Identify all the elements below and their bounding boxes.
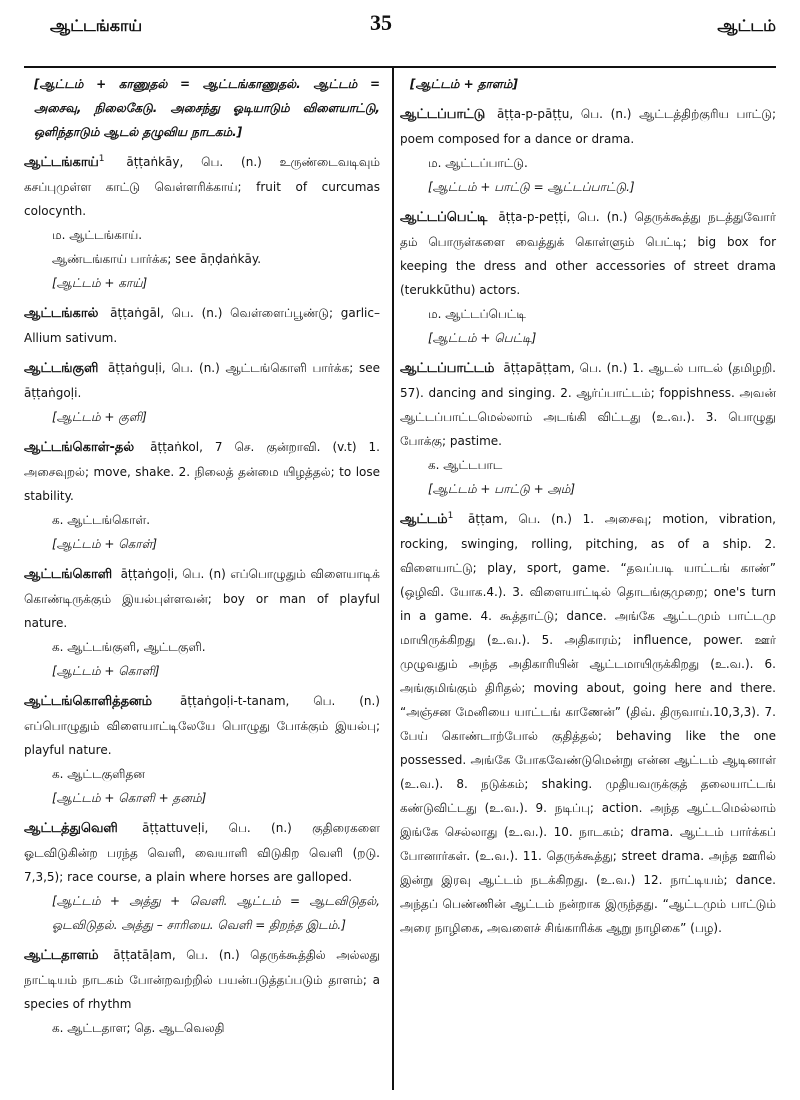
cognates: ம. ஆட்டப்பாட்டு. [428, 156, 528, 170]
definition: பெ. (n.) வெள்ளைப்பூண்டு; garlic–Allium sativum. [24, 306, 380, 345]
etymology: [ஆட்டம் + கொளி + தனம்] [52, 791, 207, 805]
etymology: [ஆட்டம் + கொளி] [52, 664, 160, 678]
headword: ஆட்டப்பெட்டி [400, 210, 488, 225]
headword: ஆட்டப்பாட்டு [400, 107, 486, 122]
definition: பெ. (n.) குதிரைகளை ஓடவிடுகின்ற பரந்த வெளி, வையாளி விடுகிற வெளி (றடு. 7,3,5); race course, a plain where horses are galloped. [24, 821, 380, 884]
running-head-left: ஆட்டங்காய் [50, 16, 143, 35]
cognates: க. ஆட்டங்குளி, ஆட்டகுளி. [52, 640, 206, 654]
cognates: க. ஆட்டங்கொள். [52, 513, 151, 527]
headword: ஆட்டங்கொளித்தனம் [24, 694, 153, 709]
transliteration: āṭṭaṅgāl, [110, 306, 165, 320]
transliteration: āṭṭam, [468, 512, 508, 526]
dictionary-entry [24, 435, 380, 556]
dictionary-entry [24, 301, 380, 350]
etymology: [ஆட்டம் + கொள்] [52, 537, 158, 551]
definition: பெ. (n) எப்பொழுதும் விளையாடிக் கொண்டிருக்கும் இயல்புள்ளவன்; boy or man of playful nature. [24, 567, 380, 630]
homonym-number: 1 [447, 511, 454, 521]
dictionary-entry [24, 816, 380, 937]
dictionary-entry [24, 356, 380, 429]
dictionary-entry [24, 689, 380, 810]
cognates: க. ஆட்டகுளிதன [52, 767, 145, 781]
headword: ஆட்டம் [400, 512, 448, 527]
transliteration: āṭṭaṅgoḷi-t-tanam, [180, 694, 290, 708]
transliteration: āṭṭa-p-pāṭṭu, [496, 107, 574, 121]
dictionary-entry [400, 507, 776, 940]
transliteration: āṭṭaṅgoḷi, [120, 567, 178, 581]
cognates: க. ஆட்டதாள; தெ. ஆடவெலதி [52, 1021, 225, 1035]
headword: ஆட்டப்பாட்டம் [400, 361, 495, 376]
cognates: க. ஆட்டபாட [428, 458, 503, 472]
column-divider [392, 68, 394, 1090]
definition: பெ. (n.) 1. அசைவு; motion, vibration, rocking, swinging, rolling, pitching, as of a ship. 2. விளையாட்டு; play, sport, game. “தவப்படி யாட்டங் காண்” (ஒழிவி. யோக.4.). 3. விளையாட்டில் தொடங்குமுறை; one's turn in a game. 4. கூத்தாட்டு; dance. அங்கே ஆட்டமும் பாட்டமு மாயிருக்கிறது (உ.வ.). 5. அதிகாரம்; influence, power. ஊர் முழுவதும் அந்த அதிகாரியின் ஆட்டமாயிருக்கிறது (உ.வ.). 6. அங்குமிங்கும் திரிதல்; moving about, going here and there. “அஞ்சன மேனியை யாட்டங் காணேன்” (திவ். திருவாய்.10,3,3). 7. பேய் கொண்டாற்போல் குதித்தல்; behaving like the one possessed. அங்கே போகவேண்டுமென்று என்ன ஆட்டம் ஆடினாள் (உ.வ.). 8. நடுக்கம்; shaking. முதியவருக்குத் தலையாட்டங் கண்டுவிட்டது (உ.வ.). 9. நடிப்பு; action. அந்த ஆட்டமெல்லாம் இங்கே செல்லாது (உ.வ.). 10. நாடகம்; drama. ஆட்டம் பார்க்கப் போனார்கள். (உ.வ.). 11. தெருக்கூத்து; street drama. அந்த ஊரில் இன்று இரவு ஆட்டம் நடக்கிறது. (உ.வ.) 12. நாட்டியம்; dance. அந்தப் பெண்ணின் ஆட்டம் நன்றாக இருந்தது. “ஆட்டமும் பாட்டும் அரை நாழிகை, அவளைச் சிங்காரிக்க ஆறு நாழிகை” (பழ). [400, 512, 776, 935]
headword: ஆட்டதாளம் [24, 948, 99, 963]
definition: பெ. (n.) தெருக்கூத்தில் அல்லது நாட்டியம் நாடகம் போன்றவற்றில் பயன்படுத்தப்படும் தாளம்; a species of rhythm [24, 948, 380, 1011]
cognates: ம. ஆட்டங்காய். [52, 228, 143, 242]
transliteration: āṭṭaṅguḷi, [108, 361, 166, 375]
page-header [50, 8, 776, 48]
definition: 7 செ. குன்றாவி. (v.t) 1. அசைவுறல்; move, shake. 2. நிலைத் தன்மை யிழத்தல்; to lose stability. [24, 440, 380, 503]
running-head-right: ஆட்டம் [717, 16, 776, 35]
headword: ஆட்டத்துவெளி [24, 821, 118, 836]
transliteration: āṭṭaṅkāy, [126, 155, 184, 169]
cognates: ம. ஆட்டப்பெட்டி [428, 307, 526, 321]
transliteration: āṭṭa-p-peṭṭi, [498, 210, 571, 224]
transliteration: āṭṭaṅkol, [150, 440, 203, 454]
page-number: 35 [370, 10, 392, 35]
definition: பெ. (n.) எப்பொழுதும் விளையாட்டிலேயே பொழுது போக்கும் இயல்பு; playful nature. [24, 694, 380, 757]
continuation-note: [ஆட்டம் + காணுதல் = ஆட்டங்காணுதல். ஆட்டம் = அசைவு, நிலைகேடு. அசைந்து ஓடியாடும் விளையாட்டு, ஒளிந்தாடும் ஆடல் தழுவிய நாடகம்.] [34, 77, 380, 139]
headword: ஆட்டங்கால் [24, 306, 99, 321]
transliteration: āṭṭattuveḷi, [142, 821, 209, 835]
right-column [400, 72, 776, 940]
definition: பெ. (n.) ஆட்டத்திற்குரிய பாட்டு; poem composed for a dance or drama. [400, 107, 776, 146]
left-column [24, 72, 380, 1040]
dictionary-entry [400, 356, 776, 501]
headword: ஆட்டங்குளி [24, 361, 99, 376]
headword: ஆட்டங்காய் [24, 155, 99, 170]
homonym-number: 1 [98, 154, 105, 164]
etymology: [ஆட்டம் + காய்] [52, 276, 148, 290]
etymology: [ஆட்டம் + பெட்டி] [428, 331, 537, 345]
header-rule [24, 66, 776, 68]
definition: பெ. (n.) உருண்டைவடிவும் கசப்புமுள்ள காட்டு வெள்ளரிக்காய்; fruit of curcumas colocynth. [24, 155, 380, 218]
dictionary-entry [24, 943, 380, 1040]
etymology: [ஆட்டம் + பாட்டு + அம்] [428, 482, 576, 496]
dictionary-entry [24, 150, 380, 295]
see-also: ஆண்டங்காய் பார்க்க; see āṇḍaṅkāy. [52, 252, 262, 266]
continuation-note: [ஆட்டம் + தாளம்] [410, 77, 518, 91]
headword: ஆட்டங்கொள்-தல் [24, 440, 135, 455]
etymology: [ஆட்டம் + பாட்டு = ஆட்டப்பாட்டு.] [428, 180, 635, 194]
definition: பெ. (n.) ஆட்டங்கொளி பார்க்க; see āṭṭaṅgoḷi. [24, 361, 380, 400]
transliteration: āṭṭatāḷam, [113, 948, 176, 962]
etymology: [ஆட்டம் + அத்து + வெளி. ஆட்டம் = ஆடவிடுதல், ஓடவிடுதல். அத்து – சாரியை. வெளி = திறந்த இடம்.] [52, 894, 380, 932]
transliteration: āṭṭapāṭṭam, [503, 361, 575, 375]
definition: பெ. (n.) 1. ஆடல் பாடல் (தமிழறி. 57). dancing and singing. 2. ஆர்ப்பாட்டம்; foppishness. அவன் ஆட்டப்பாட்டமெல்லாம் அடங்கி விட்டது (உ.வ.). 3. பொழுது போக்கு; pastime. [400, 361, 776, 448]
definition: பெ. (n.) தெருக்கூத்து நடத்துவோர் தம் பொருள்களை வைத்துக் கொள்ளும் பெட்டி; big box for keeping the dress and other accessories of street drama (terukkūthu) actors. [400, 210, 776, 297]
dictionary-entry [400, 102, 776, 199]
etymology: [ஆட்டம் + குளி] [52, 410, 147, 424]
dictionary-entry [24, 562, 380, 683]
dictionary-entry [400, 205, 776, 350]
headword: ஆட்டங்கொளி [24, 567, 113, 582]
